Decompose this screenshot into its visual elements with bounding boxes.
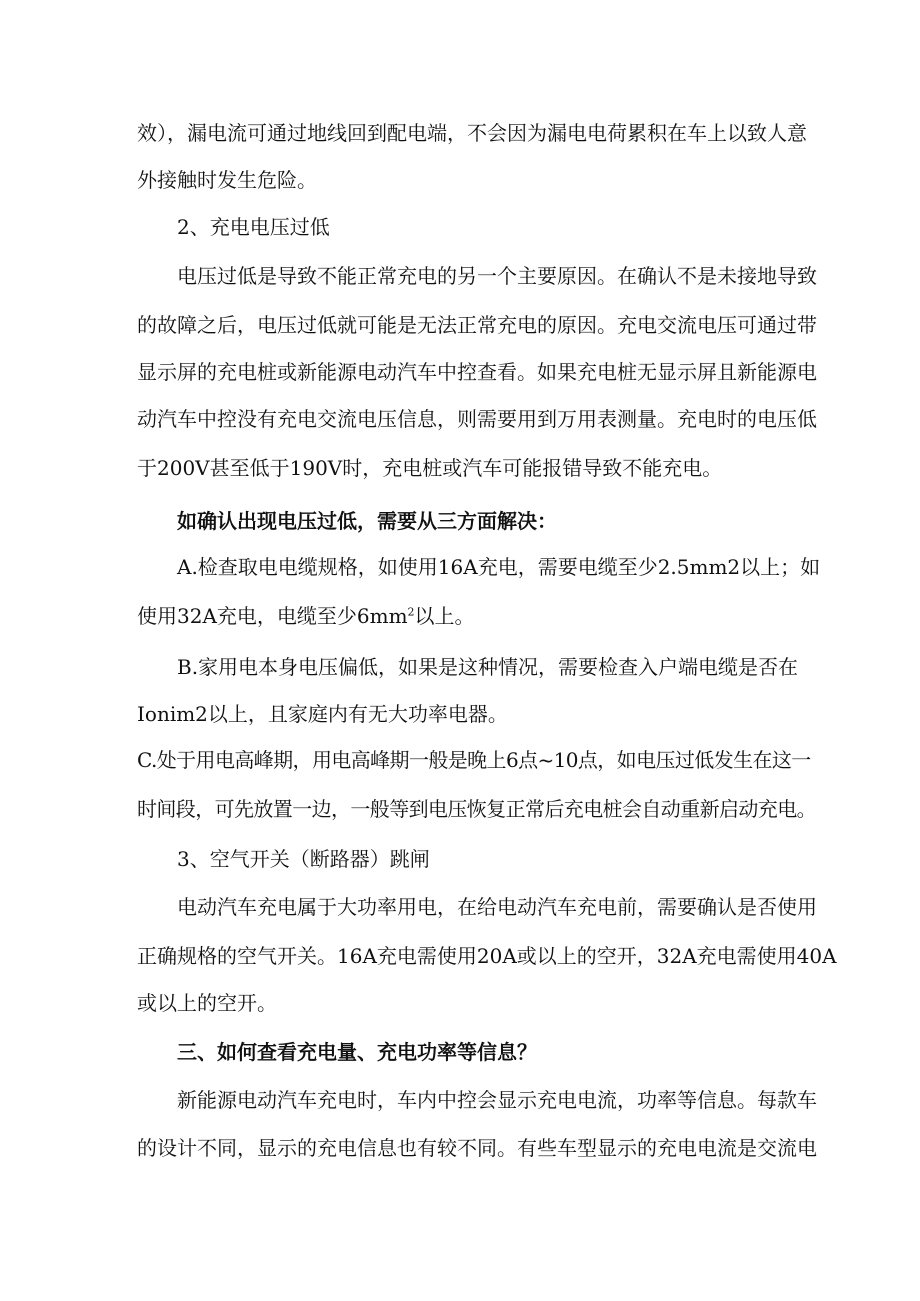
section-heading: 三、如何查看充电量、充电功率等信息？ [177,1040,537,1064]
paragraph-line: 显示屏的充电桩或新能源电动汽车中控查看。如果充电桩无显示屏且新能源电 [137,360,817,384]
list-item-a-line [137,602,475,630]
list-item-c-line: 时间段，可先放置一边，一般等到电压恢复正常后充电桩会自动重新启动充电。 [137,797,816,821]
section-heading-2: 2、充电电压过低 [177,215,330,239]
paragraph-line: 的设计不同，显示的充电信息也有较不同。有些车型显示的充电电流是交流电 [137,1136,817,1160]
list-item-b-line: B.家用电本身电压偏低，如果是这种情况，需要检查入户端电缆是否在 [177,655,799,679]
bold-intro: 如确认出现电压过低，需要从三方面解决： [177,509,557,533]
superscript: 2 [407,605,415,619]
paragraph-line: 电动汽车充电属于大功率用电，在给电动汽车充电前，需要确认是否使用 [177,895,817,919]
list-item-c-line: C.处于用电高峰期，用电高峰期一般是晚上6点~10点，如电压过低发生在这一 [137,748,811,772]
paragraph-line: 的故障之后，电压过低就可能是无法正常充电的原因。充电交流电压可通过带 [137,313,817,337]
list-item-a-line: A.检查取电电缆规格，如使用16A充电，需要电缆至少2.5mm2以上；如 [177,555,821,579]
text-run: 使用32A充电，电缆至少6mm [137,604,408,628]
paragraph-line: 动汽车中控没有充电交流电压信息，则需要用到万用表测量。充电时的电压低 [137,407,817,431]
text-run: 以上。 [414,604,475,628]
paragraph-line: 外接触时发生危险。 [137,168,317,192]
paragraph-line: 电压过低是导致不能正常充电的另一个主要原因。在确认不是未接地导致 [177,264,817,288]
section-heading-3: 3、空气开关（断路器）跳闸 [177,847,430,871]
paragraph-line: 于200V甚至低于190V时，充电桩或汽车可能报错导致不能充电。 [137,456,723,480]
list-item-b-line: Ionim2以上，且家庭内有无大功率电器。 [137,702,508,726]
paragraph-line: 或以上的空开。 [137,991,277,1015]
paragraph-line: 新能源电动汽车充电时，车内中控会显示充电电流，功率等信息。每款车 [177,1088,817,1112]
paragraph-line: 正确规格的空气开关。16A充电需使用20A或以上的空开，32A充电需使用40A [137,944,837,968]
paragraph-line: 效），漏电流可通过地线回到配电端，不会因为漏电电荷累积在车上以致人意 [137,121,807,145]
